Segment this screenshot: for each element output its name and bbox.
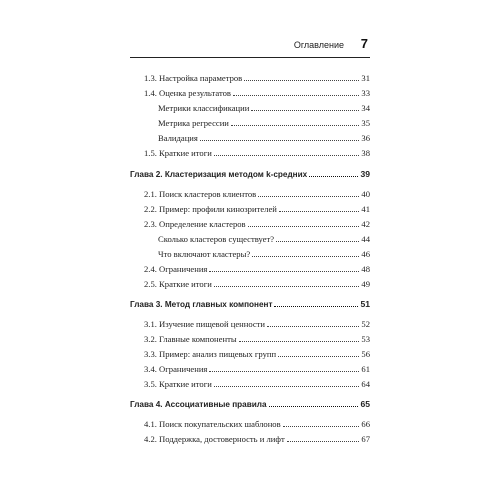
leader-dots (209, 270, 359, 272)
toc-entry-2-5[interactable]: 2.5. Краткие итоги 49 (144, 279, 370, 290)
leader-dots (274, 305, 358, 307)
toc-entry-1-3[interactable]: 1.3. Настройка параметров 31 (144, 73, 370, 84)
leader-dots (276, 240, 359, 242)
leader-dots (258, 195, 359, 197)
toc-entry-2-1[interactable]: 2.1. Поиск кластеров клиентов 40 (144, 189, 370, 200)
toc-entry-1-4-classification-metrics[interactable]: Метрики классификации 34 (158, 103, 370, 114)
toc-entry-2-4[interactable]: 2.4. Ограничения 48 (144, 264, 370, 275)
leader-dots (239, 340, 360, 342)
leader-dots (283, 425, 360, 427)
leader-dots (231, 124, 360, 126)
running-head-title: Оглавление (293, 40, 344, 50)
toc-entry-3-1[interactable]: 3.1. Изучение пищевой ценности 52 (144, 319, 370, 330)
toc-entry-1-5[interactable]: 1.5. Краткие итоги 38 (144, 148, 370, 159)
page-number: 7 (360, 36, 368, 51)
toc-chapter-2[interactable]: Глава 2. Кластеризация методом k-средних 39 (130, 169, 370, 180)
toc-entry-3-4[interactable]: 3.4. Ограничения 61 (144, 364, 370, 375)
leader-dots (252, 255, 359, 257)
toc-entry-3-2[interactable]: 3.2. Главные компоненты 53 (144, 334, 370, 345)
leader-dots (233, 94, 359, 96)
leader-dots (309, 175, 358, 177)
toc-entry-2-3[interactable]: 2.3. Определение кластеров 42 (144, 219, 370, 230)
toc-entry-2-2[interactable]: 2.2. Пример: профили кинозрителей 41 (144, 204, 370, 215)
toc-entry-3-5[interactable]: 3.5. Краткие итоги 64 (144, 379, 370, 390)
leader-dots (214, 154, 360, 156)
leader-dots (287, 440, 360, 442)
leader-dots (209, 370, 359, 372)
toc-chapter-3[interactable]: Глава 3. Метод главных компонент 51 (130, 299, 370, 310)
toc-entry-1-4[interactable]: 1.4. Оценка результатов 33 (144, 88, 370, 99)
toc-entry-3-3[interactable]: 3.3. Пример: анализ пищевых групп 56 (144, 349, 370, 360)
leader-dots (251, 109, 359, 111)
leader-dots (244, 79, 359, 81)
toc-entry-4-2[interactable]: 4.2. Поддержка, достоверность и лифт 67 (144, 434, 370, 445)
leader-dots (214, 285, 360, 287)
toc-entry-2-3-how-many-clusters[interactable]: Сколько кластеров существует? 44 (158, 234, 370, 245)
toc-entry-2-3-cluster-contents[interactable]: Что включают кластеры? 46 (158, 249, 370, 260)
leader-dots (267, 325, 359, 327)
leader-dots (269, 405, 359, 407)
toc-entry-1-4-regression-metric[interactable]: Метрика регрессии 35 (158, 118, 370, 129)
leader-dots (248, 225, 360, 227)
toc-entry-1-4-validation[interactable]: Валидация 36 (158, 133, 370, 144)
toc-entry-4-1[interactable]: 4.1. Поиск покупательских шаблонов 66 (144, 419, 370, 430)
leader-dots (214, 385, 360, 387)
leader-dots (278, 355, 359, 357)
leader-dots (200, 139, 360, 141)
toc-chapter-4[interactable]: Глава 4. Ассоциативные правила 65 (130, 399, 370, 410)
leader-dots (279, 210, 360, 212)
